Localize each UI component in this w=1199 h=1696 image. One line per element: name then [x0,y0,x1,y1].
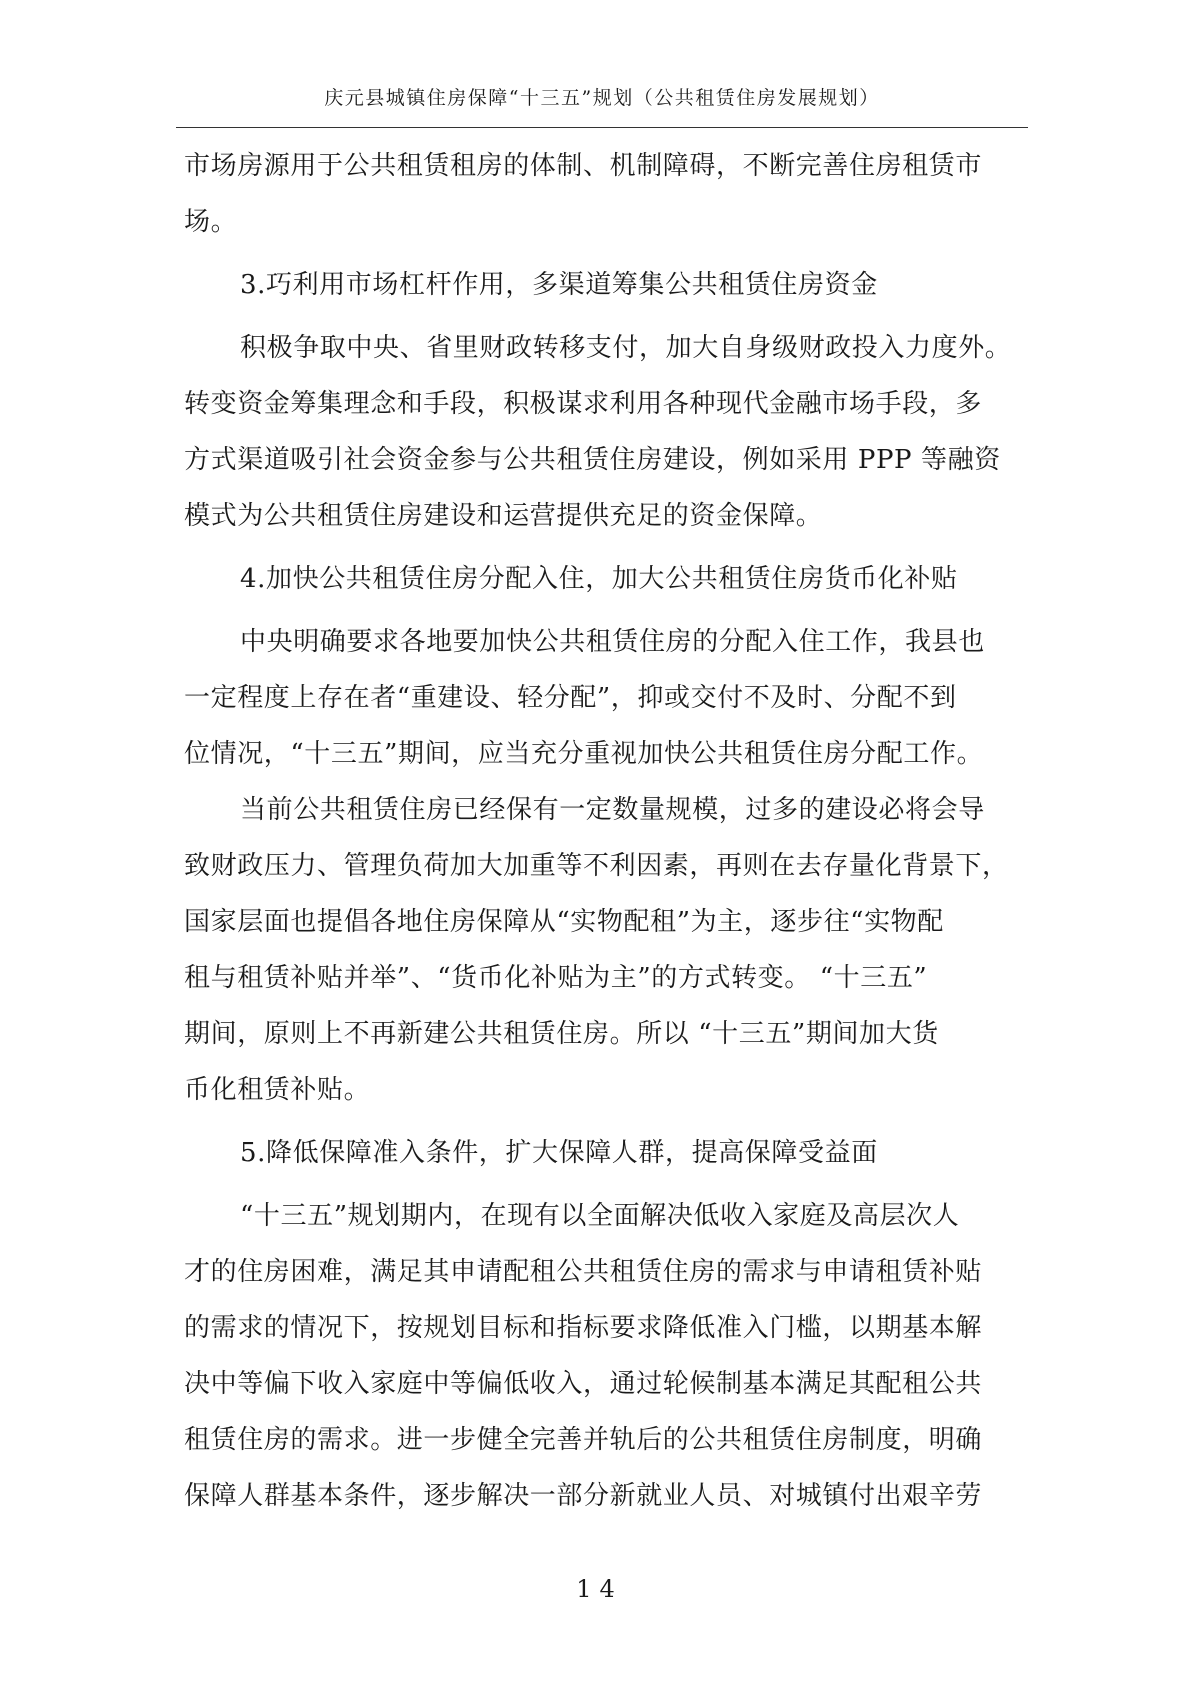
section-heading-5: 5.降低保障准入条件，扩大保障人群，提高保障受益面 [240,1138,878,1168]
paragraph-line: 币化租赁补贴。 [184,1075,371,1105]
paragraph-line: 当前公共租赁住房已经保有一定数量规模，过多的建设必将会导 [240,795,985,825]
paragraph-line: 市场房源用于公共租赁租房的体制、机制障碍，不断完善住房租赁市 [184,151,983,181]
paragraph-line: 模式为公共租赁住房建设和运营提供充足的资金保障。 [184,501,823,531]
paragraph-line: 租赁住房的需求。进一步健全完善并轨后的公共租赁住房制度，明确 [184,1425,983,1455]
paragraph-line: 中央明确要求各地要加快公共租赁住房的分配入住工作，我县也 [240,627,985,657]
paragraph-line: 方式渠道吸引社会资金参与公共租赁住房建设，例如采用 PPP 等融资 [184,445,1001,475]
paragraph-continuation [184,138,1020,250]
paragraph-line: 的需求的情况下，按规划目标和指标要求降低准入门槛，以期基本解 [184,1313,983,1343]
page-number: 14 [576,1575,623,1603]
paragraph [184,1188,1020,1524]
paragraph-line: 保障人群基本条件，逐步解决一部分新就业人员、对城镇付出艰辛劳 [184,1481,983,1511]
paragraph-line: 才的住房困难，满足其申请配租公共租赁住房的需求与申请租赁补贴 [184,1257,983,1287]
section-heading-3: 3.巧利用市场杠杆作用，多渠道筹集公共租赁住房资金 [240,270,878,300]
paragraph-line: 国家层面也提倡各地住房保障从“实物配租”为主，逐步往“实物配 [184,907,944,937]
paragraph-line: 场。 [184,207,238,237]
section-heading-4: 4.加快公共租赁住房分配入住，加大公共租赁住房货币化补贴 [240,564,958,594]
page-header-title: 庆元县城镇住房保障“十三五”规划（公共租赁住房发展规划） [324,87,880,109]
paragraph [184,782,1020,1118]
header-divider [176,127,1028,128]
paragraph [184,614,1020,782]
paragraph-line: 租与租赁补贴并举”、“货币化补贴为主”的方式转变。 “十三五” [184,963,928,993]
paragraph [184,320,1020,544]
paragraph-line: 决中等偏下收入家庭中等偏低收入，通过轮候制基本满足其配租公共 [184,1369,983,1399]
paragraph-line: 致财政压力、管理负荷加大加重等不利因素，再则在去存量化背景下， [184,851,1009,881]
paragraph-line: 位情况，“十三五”期间，应当充分重视加快公共租赁住房分配工作。 [184,739,984,769]
document-body [184,138,1020,1524]
paragraph-line: 积极争取中央、省里财政转移支付，加大自身级财政投入力度外。 [240,333,1012,363]
paragraph-line: “十三五”规划期内，在现有以全面解决低收入家庭及高层次人 [240,1201,960,1231]
paragraph-line: 期间，原则上不再新建公共租赁住房。所以 “十三五”期间加大货 [184,1019,939,1049]
paragraph-line: 一定程度上存在者“重建设、轻分配”，抑或交付不及时、分配不到 [184,683,957,713]
paragraph-line: 转变资金筹集理念和手段，积极谋求利用各种现代金融市场手段，多 [184,389,983,419]
